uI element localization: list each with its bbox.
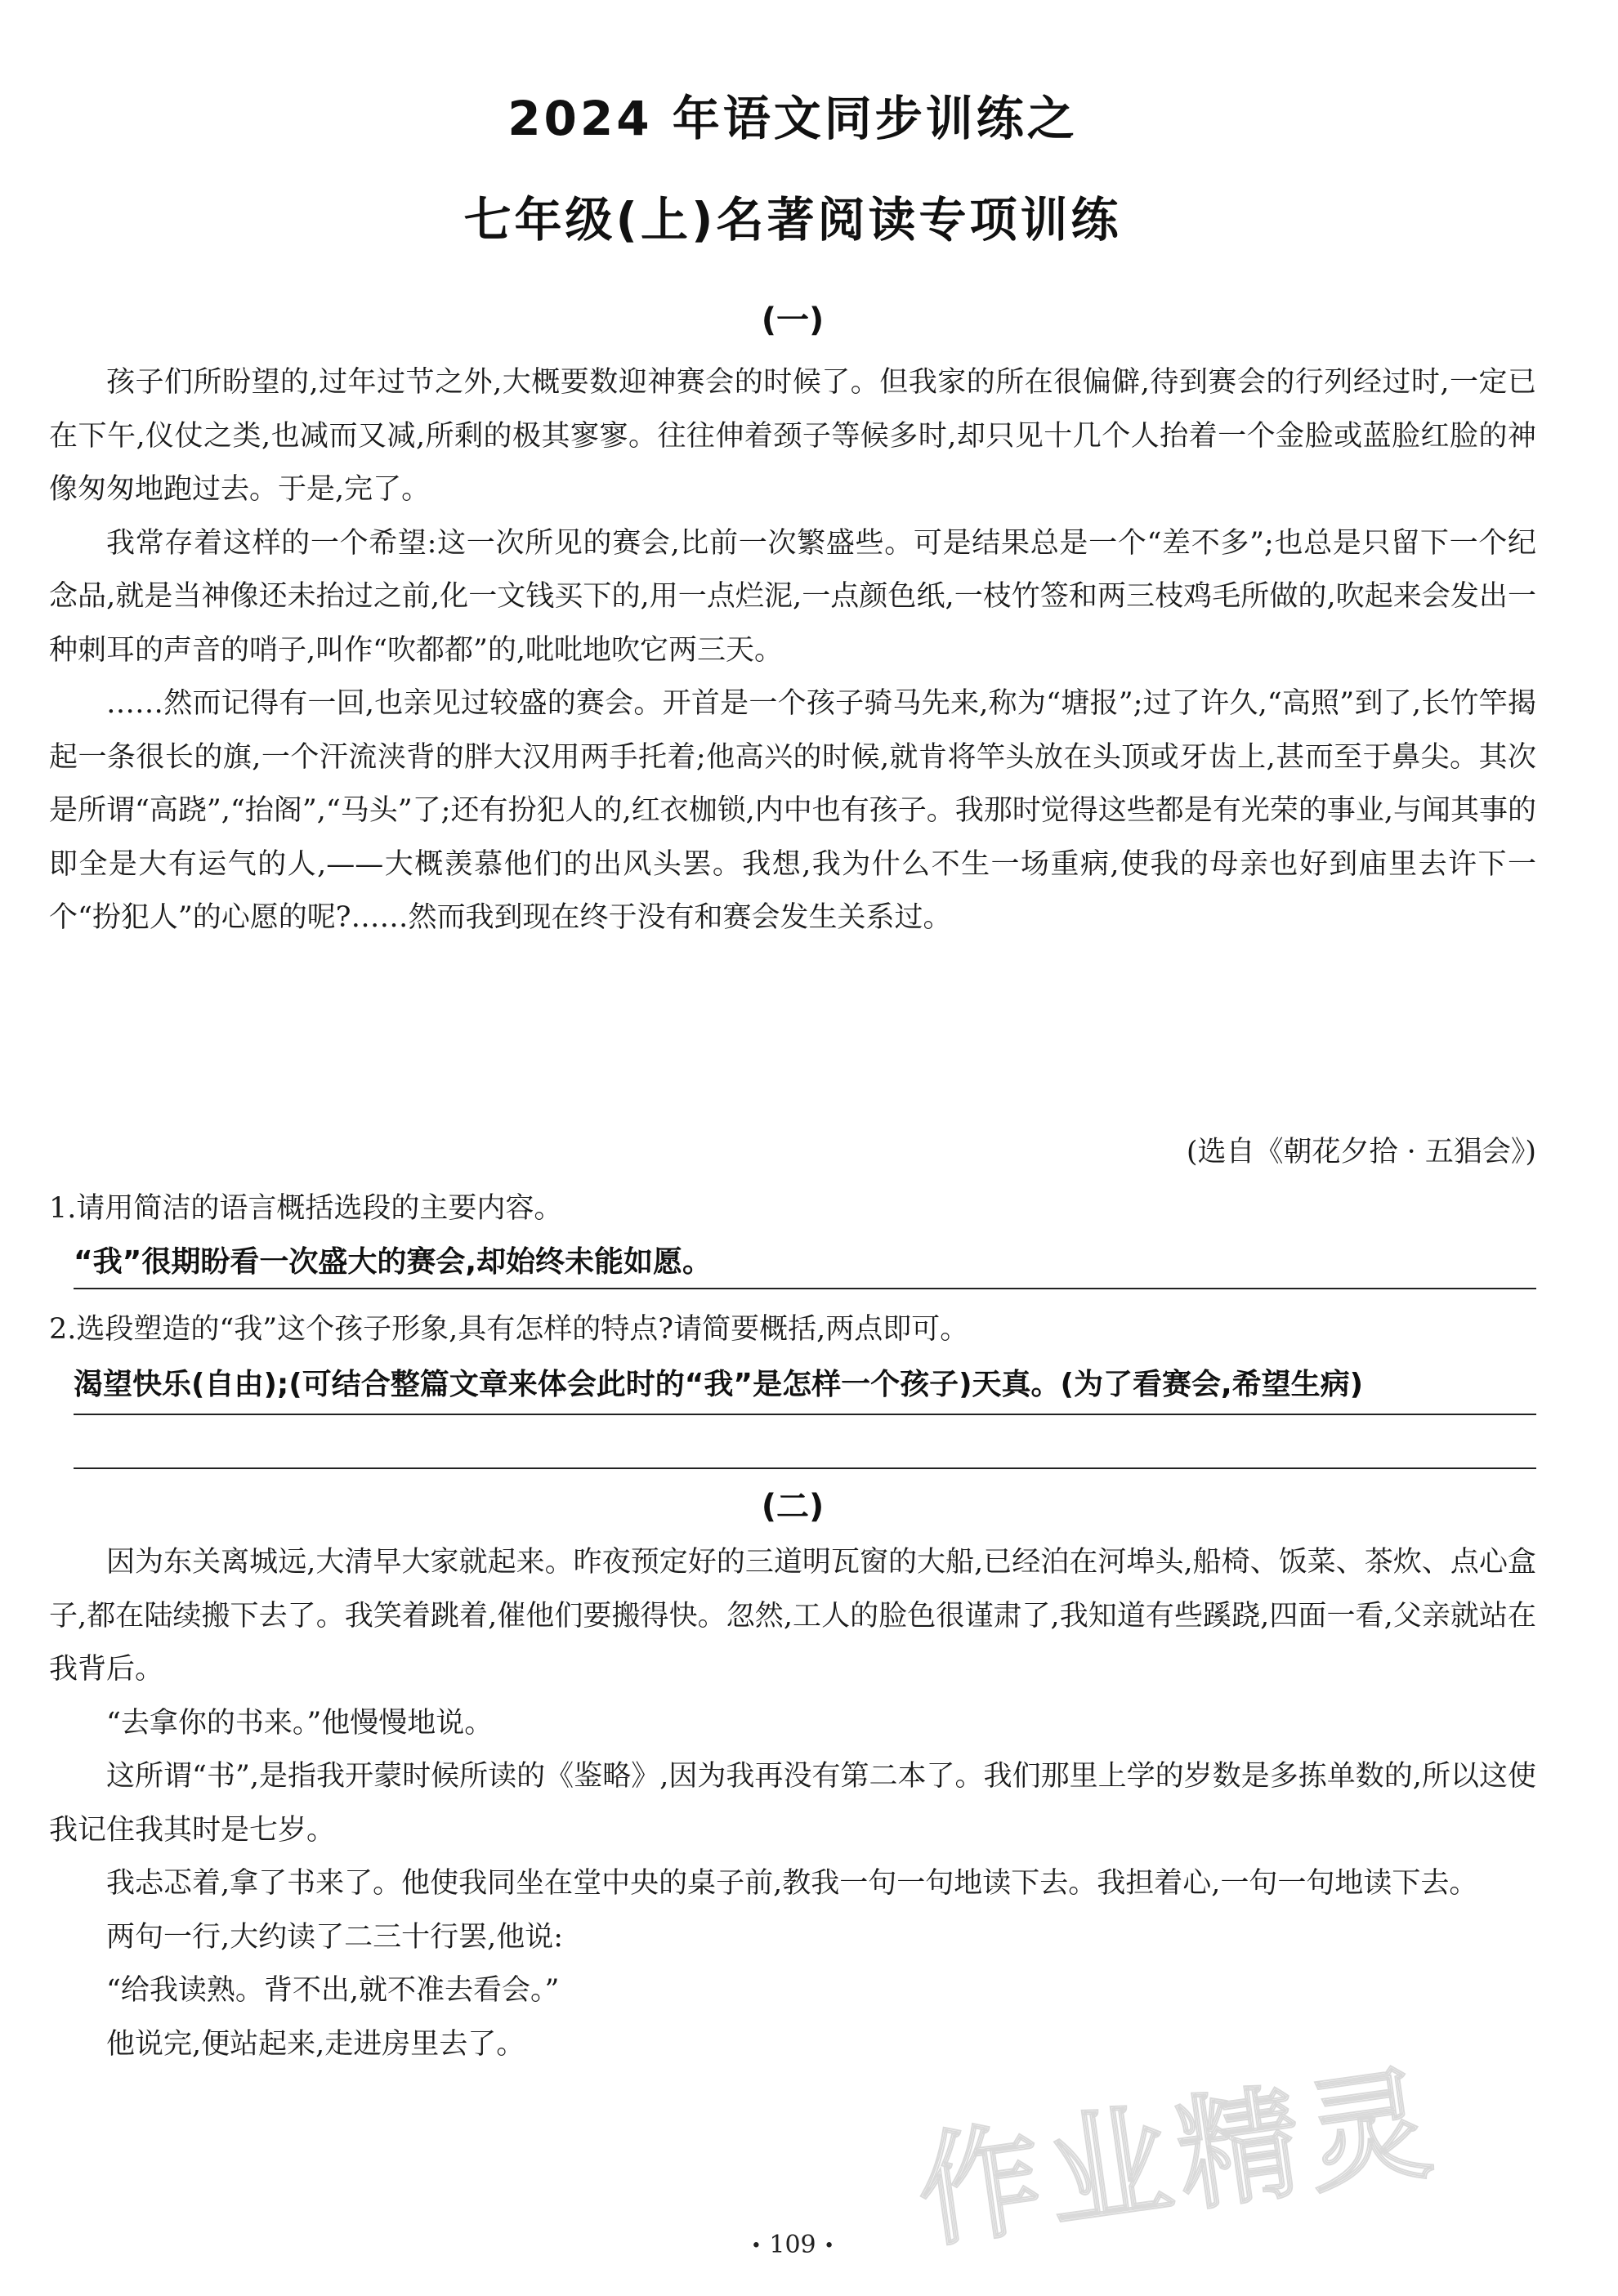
page [49,0,1536,2296]
section1-heading: (一) [761,302,825,339]
question-1: 1.请用简洁的语言概括选段的主要内容。 [49,1192,563,1225]
section2-passage [49,1536,1536,2071]
answer-1: “我”很期盼看一次盛大的赛会,却始终未能如愿。 [74,1245,712,1279]
section2-heading: (二) [761,1488,825,1525]
section2-paragraph: “去拿你的书来。”他慢慢地说。 [106,1706,494,1740]
source-citation: (选自《朝花夕拾 · 五猖会》) [1186,1136,1536,1168]
section2-paragraph: 这所谓“书”,是指我开蒙时候所读的《鉴略》,因为我再没有第二本了。我们那里上学的岁数是多拣单数的,所以这使我记住我其时是七岁。 [49,1760,1536,1847]
page-number-value: 109 [769,2231,816,2259]
section1-paragraph: ……然而记得有一回,也亲见过较盛的赛会。开首是一个孩子骑马先来,称为“塘报”;过了许久,“高照”到了,长竹竿揭起一条很长的旗,一个汗流浃背的胖大汉用两手托着;他高兴的时候,就肯将竿头放在头顶或牙齿上,甚而至于鼻尖。其次是所谓“高跷”,“抬阁”,“马头”了;还有扮犯人的,红衣枷锁,内中也有孩子。我那时觉得这些都是有光荣的事业,与闻其事的即全是大有运气的人,——大概羡慕他们的出风头罢。我想,我为什么不生一场重病,使我的母亲也好到庙里去许下一个“扮犯人”的心愿的呢?……然而我到现在终于没有和赛会发生关系过。 [49,687,1536,934]
section2-paragraph: 我忐忑着,拿了书来了。他使我同坐在堂中央的桌子前,教我一句一句地读下去。我担着心,一句一句地读下去。 [106,1867,1478,1900]
section2-paragraph: 他说完,便站起来,走进房里去了。 [106,2027,525,2061]
watermark-logo: 作业精灵 [909,2052,1447,2266]
answer-underline [74,1288,1536,1289]
page-number-dot-icon: • [824,2236,835,2257]
page-title-line1: 2024 年语文同步训练之 [507,91,1078,146]
section1-paragraph: 我常存着这样的一个希望:这一次所见的赛会,比前一次繁盛些。可是结果总是一个“差不多”;也总是只留下一个纪念品,就是当神像还未抬过之前,化一文钱买下的,用一点烂泥,一点颜色纸,一枝竹签和两三枝鸡毛所做的,吹起来会发出一种刺耳的声音的哨子,叫作“吹都都”的,吡吡地吹它两三天。 [49,526,1536,667]
section2-paragraph: “给我读熟。背不出,就不准去看会。” [106,1974,560,2007]
section1-passage [49,356,1536,945]
answer-underline [74,1467,1536,1469]
page-number-dot-icon: • [750,2236,762,2257]
page-title-line2: 七年级(上)名著阅读专项训练 [463,192,1122,248]
page-number [49,2231,1536,2259]
question-2: 2.选段塑造的“我”这个孩子形象,具有怎样的特点?请简要概括,两点即可。 [49,1313,969,1346]
answer-2: 渴望快乐(自由);(可结合整篇文章来体会此时的“我”是怎样一个孩子)天真。(为了看赛会,希望生病) [74,1368,1364,1401]
section2-paragraph: 因为东关离城远,大清早大家就起来。昨夜预定好的三道明瓦窗的大船,已经泊在河埠头,船椅、饭菜、茶炊、点心盒子,都在陆续搬下去了。我笑着跳着,催他们要搬得快。忽然,工人的脸色很谨肃了,我知道有些蹊跷,四面一看,父亲就站在我背后。 [49,1546,1536,1686]
answer-underline [74,1414,1536,1415]
section2-paragraph: 两句一行,大约读了二三十行罢,他说: [106,1920,564,1954]
section1-paragraph: 孩子们所盼望的,过年过节之外,大概要数迎神赛会的时候了。但我家的所在很偏僻,待到赛会的行列经过时,一定已在下午,仪仗之类,也减而又减,所剩的极其寥寥。往往伸着颈子等候多时,却只见十几个人抬着一个金脸或蓝脸红脸的神像匆匆地跑过去。于是,完了。 [49,366,1536,506]
